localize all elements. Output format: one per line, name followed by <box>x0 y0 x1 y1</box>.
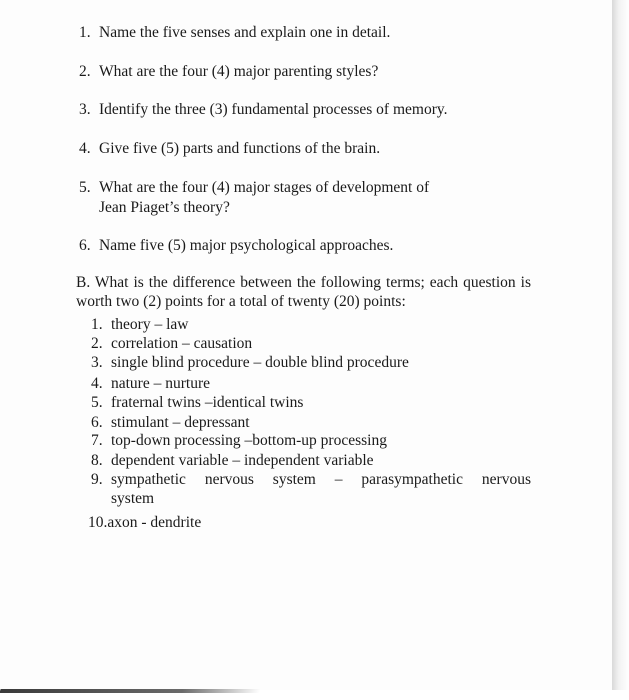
term-9 <box>91 470 531 508</box>
question-6 <box>79 236 393 256</box>
question-number: 1. <box>79 24 91 41</box>
term-text: dependent variable – independent variable <box>111 452 374 469</box>
question-text: Give five (5) parts and functions of the brain. <box>99 140 381 157</box>
term-number: 3. <box>91 354 103 371</box>
term-number: 4. <box>91 375 103 392</box>
question-2 <box>79 62 378 82</box>
question-text: What are the four (4) major stages of development of <box>99 179 430 196</box>
term-number: 7. <box>91 432 103 449</box>
term-word: nervous <box>481 471 531 488</box>
term-1 <box>91 315 188 334</box>
term-text: nature – nurture <box>111 375 210 392</box>
term-9-continuation: system <box>111 490 155 507</box>
term-7 <box>91 431 387 450</box>
question-number: 6. <box>79 237 91 254</box>
question-text: What are the four (4) major parenting styles? <box>99 63 379 80</box>
term-word: system <box>272 471 316 488</box>
term-9-line <box>91 470 531 489</box>
question-text: Name five (5) major psychological approaches. <box>99 237 394 254</box>
term-8 <box>91 451 374 470</box>
question-number: 3. <box>79 101 91 118</box>
question-5-continuation: Jean Piaget’s theory? <box>99 199 230 216</box>
term-text: stimulant – depressant <box>111 414 250 431</box>
section-b-instruction: B. What is the difference between the following terms; each question is worth two (2) points for a total of twenty (20) points: <box>76 274 531 310</box>
question-text: Identify the three (3) fundamental processes of memory. <box>99 101 448 118</box>
term-word: sympathetic <box>111 471 186 488</box>
term-text: correlation – causation <box>111 335 253 352</box>
term-number: 1. <box>91 316 103 333</box>
term-text: fraternal twins –identical twins <box>111 394 304 411</box>
term-5 <box>91 393 303 412</box>
question-1 <box>79 23 390 43</box>
term-9-lead <box>91 470 186 489</box>
question-number: 5. <box>79 179 91 196</box>
term-word: parasympathetic <box>361 471 463 488</box>
page-bottom-shadow <box>0 689 261 693</box>
term-number: 8. <box>91 452 103 469</box>
question-text: Name the five senses and explain one in detail. <box>99 24 391 41</box>
question-5 <box>79 178 429 198</box>
term-4 <box>91 374 210 393</box>
term-text: theory – law <box>111 316 189 333</box>
term-10 <box>88 513 201 532</box>
term-number: 2. <box>91 335 103 352</box>
term-word: – <box>334 471 343 488</box>
term-text: top-down processing –bottom-up processing <box>111 432 387 449</box>
question-4 <box>79 139 380 159</box>
question-3 <box>79 100 447 120</box>
term-text: axon - dendrite <box>107 514 202 531</box>
term-word: nervous <box>204 471 254 488</box>
term-number: 5. <box>91 394 103 411</box>
question-number: 4. <box>79 140 91 157</box>
term-number: 9. <box>91 471 103 488</box>
question-number: 2. <box>79 63 91 80</box>
page-right-edge <box>612 0 629 700</box>
term-number: 6. <box>91 414 103 431</box>
term-6 <box>91 413 250 432</box>
term-number: 10. <box>88 514 108 531</box>
term-text: single blind procedure – double blind procedure <box>111 354 409 371</box>
term-3 <box>91 353 409 372</box>
term-2 <box>91 334 252 353</box>
